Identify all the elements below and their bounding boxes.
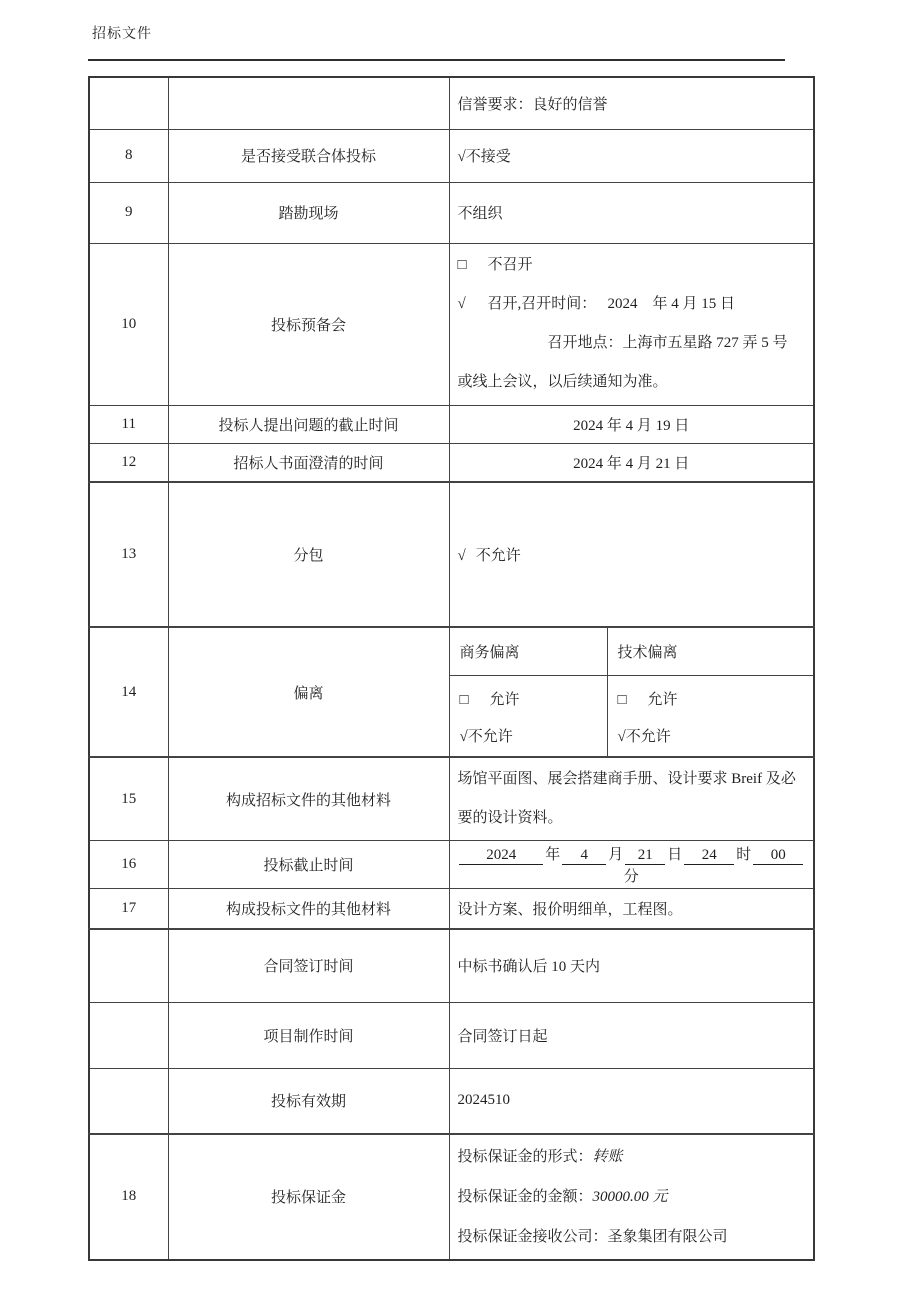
deadline-month-blank: 4	[562, 847, 606, 865]
checkbox-unchecked-icon: □	[457, 257, 467, 273]
row-value-cell: 2024510	[449, 1069, 814, 1134]
table-row	[89, 757, 814, 841]
row-label-cell: 踏勘现场	[168, 182, 449, 243]
check-mark-icon: √	[617, 729, 626, 745]
row-number-cell: 16	[89, 841, 168, 889]
row-label-cell: 项目制作时间	[168, 1003, 449, 1069]
row-value-cell: 合同签订日起	[449, 1003, 814, 1069]
deposit-amount-value: 30000.00 元	[592, 1188, 668, 1205]
row-number-cell	[89, 929, 168, 1003]
deviation-options-technical	[607, 675, 814, 756]
check-mark-icon: √	[459, 729, 468, 745]
option-line	[618, 682, 804, 719]
option-line	[458, 285, 806, 324]
row-number-cell: 18	[89, 1134, 168, 1260]
option-text: 不允许	[625, 729, 671, 745]
row-label-cell: 构成招标文件的其他材料	[168, 757, 449, 841]
day-unit-label: 日	[667, 847, 683, 863]
table-row	[89, 627, 814, 757]
row-number-cell: 9	[89, 182, 168, 243]
row-number-cell	[89, 77, 168, 129]
deviation-subtable-cell	[449, 627, 814, 757]
row-value-cell: 2024 年 4 月 19 日	[449, 405, 814, 443]
table-row	[89, 182, 814, 243]
check-mark-icon: √	[457, 548, 466, 564]
table-row	[89, 1134, 814, 1260]
row-value-cell: 2024 年 4 月 21 日	[449, 443, 814, 482]
deadline-hour-blank: 24	[684, 847, 734, 865]
row-label-cell: 投标人提出问题的截止时间	[168, 405, 449, 443]
hour-unit-label: 时	[736, 847, 752, 863]
option-text: 不召开	[487, 257, 533, 273]
row-number-cell: 8	[89, 129, 168, 182]
option-line	[618, 719, 804, 756]
row-number-cell: 10	[89, 243, 168, 405]
option-line	[458, 246, 806, 285]
row-number-cell	[89, 1069, 168, 1134]
row-number-cell: 12	[89, 443, 168, 482]
row-label-cell: 投标保证金	[168, 1134, 449, 1260]
table-row	[89, 482, 814, 627]
row-number-cell: 15	[89, 757, 168, 841]
table-row	[89, 77, 814, 129]
table-row	[89, 889, 814, 929]
deviation-subtable	[450, 628, 814, 756]
option-text: 允许	[489, 692, 520, 708]
year-unit-label: 年	[545, 847, 561, 863]
minute-unit-label: 分	[623, 869, 639, 885]
deposit-form-line	[458, 1137, 806, 1177]
deposit-receiver-value: 圣象集团有限公司	[607, 1228, 728, 1245]
table-row	[89, 405, 814, 443]
deviation-header-technical: 技术偏离	[607, 628, 814, 675]
table-row	[89, 1069, 814, 1134]
row-value-cell	[449, 243, 814, 405]
deviation-options-commercial	[450, 675, 607, 756]
meeting-place-line: 召开地点：上海市五星路 727 弄 5 号	[547, 335, 788, 351]
table-row	[89, 129, 814, 182]
deadline-day-blank: 21	[625, 847, 665, 865]
table-row	[89, 243, 814, 405]
deposit-cell	[449, 1134, 814, 1260]
option-line	[460, 719, 597, 756]
deposit-receiver-label: 投标保证金接收公司：	[457, 1228, 608, 1245]
table-row	[89, 841, 814, 889]
deviation-header-commercial: 商务偏离	[459, 645, 520, 661]
month-unit-label: 月	[608, 847, 624, 863]
row-label-cell: 构成投标文件的其他材料	[168, 889, 449, 929]
checkbox-unchecked-icon: □	[617, 692, 627, 708]
row-label-cell: 是否接受联合体投标	[168, 129, 449, 182]
row-label-cell: 分包	[168, 482, 449, 627]
table-row	[89, 929, 814, 1003]
row-label-cell	[168, 77, 449, 129]
deadline-minute-blank: 00	[753, 847, 803, 865]
deadline-year-blank: 2024	[459, 847, 543, 865]
option-text: 召开,召开时间： 2024 年 4 月 15 日	[487, 296, 736, 312]
row-label-cell: 合同签订时间	[168, 929, 449, 1003]
page-header-title: 招标文件	[92, 27, 152, 42]
row-number-cell: 13	[89, 482, 168, 627]
row-value-cell	[449, 482, 814, 627]
row-label-cell: 投标有效期	[168, 1069, 449, 1134]
row-label-cell: 招标人书面澄清的时间	[168, 443, 449, 482]
option-text: 不接受	[465, 149, 511, 165]
deadline-blanks-cell	[449, 841, 814, 889]
table-row	[89, 443, 814, 482]
row-value-cell: 场馆平面图、展会搭建商手册、设计要求 Breif 及必要的设计资料。	[449, 757, 814, 841]
row-number-cell: 11	[89, 405, 168, 443]
row-value-cell: 中标书确认后 10 天内	[449, 929, 814, 1003]
deposit-amount-line	[458, 1177, 806, 1217]
deposit-form-value: 转账	[592, 1148, 623, 1165]
row-value-cell: 信誉要求：良好的信誉	[449, 77, 814, 129]
option-line	[460, 682, 597, 719]
row-number-cell: 14	[89, 627, 168, 757]
deposit-receiver-line	[458, 1217, 806, 1257]
row-value-cell	[449, 129, 814, 182]
table-row	[89, 1003, 814, 1069]
deposit-amount-label: 投标保证金的金额：	[457, 1188, 593, 1205]
row-value-cell: 不组织	[449, 182, 814, 243]
meeting-note-line: 或线上会议，以后续通知为准。	[457, 374, 668, 390]
row-label-cell: 偏离	[168, 627, 449, 757]
deposit-form-label: 投标保证金的形式：	[457, 1148, 593, 1165]
row-number-cell	[89, 1003, 168, 1069]
row-number-cell: 17	[89, 889, 168, 929]
check-mark-icon: √	[457, 149, 466, 165]
option-text: 允许	[647, 692, 678, 708]
bid-parameters-table	[88, 76, 815, 1261]
checkbox-unchecked-icon: □	[459, 692, 469, 708]
row-label-cell: 投标预备会	[168, 243, 449, 405]
check-mark-icon: √	[457, 296, 466, 312]
header-rule	[88, 59, 785, 61]
row-label-cell: 投标截止时间	[168, 841, 449, 889]
row-value-cell: 设计方案、报价明细单，工程图。	[449, 889, 814, 929]
option-text: 不允许	[475, 548, 521, 564]
option-text: 不允许	[467, 729, 513, 745]
